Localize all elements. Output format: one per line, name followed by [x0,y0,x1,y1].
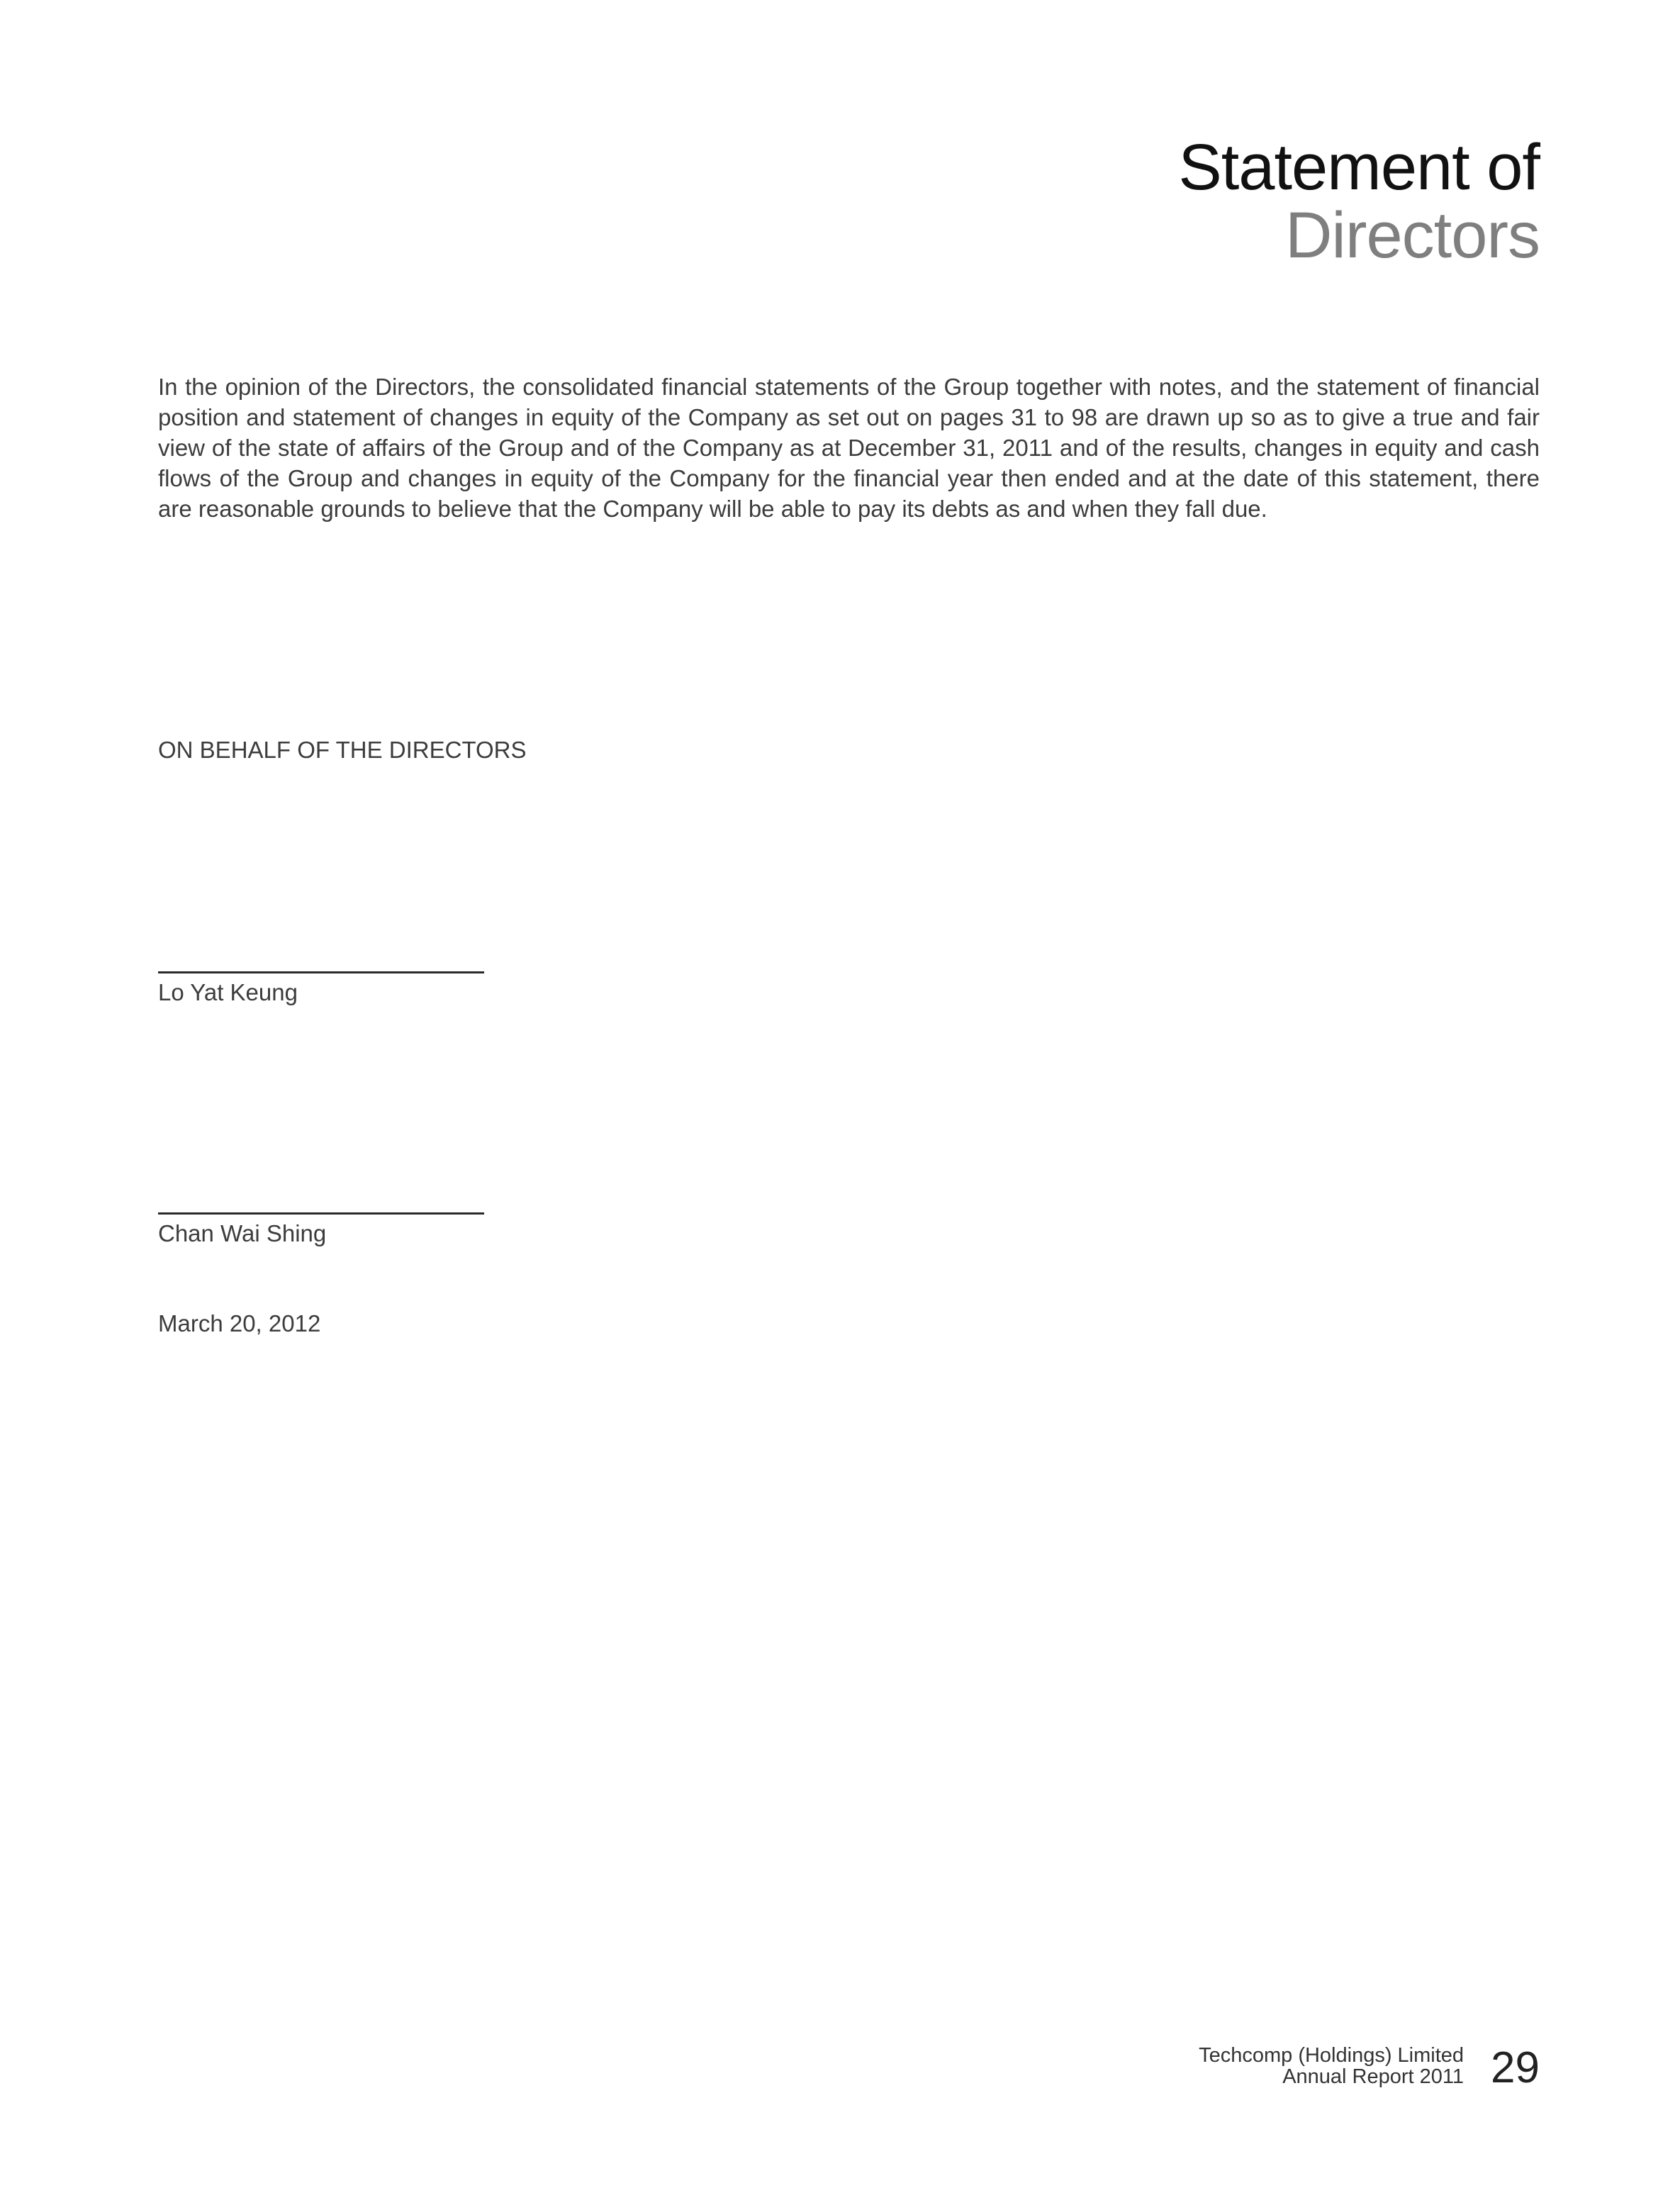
signatory-name-1: Lo Yat Keung [158,979,298,1005]
page-number: 29 [1491,2043,1540,2092]
page-footer [1199,2045,1540,2090]
footer-company-name: Techcomp (Holdings) Limited [1199,2044,1465,2067]
footer-report-name: Annual Report 2011 [1282,2065,1465,2088]
footer-company-block [1199,2045,1464,2090]
page-title-line-2: Directors [1284,199,1540,272]
signatory-name-2: Chan Wai Shing [158,1220,327,1246]
directors-opinion-paragraph: In the opinion of the Directors, the consolidated financial statements of the Group together with notes, and the statement of financial position and statement of changes in equity of the Company as set out on pages 31 to 98 are drawn up so as to give a true and fair view of the state of affairs of the Group and of the Company as at December 31, 2011 and of the results, changes in equity and cash flows of the Group and changes in equity of the Company for the financial year then ended and at the date of this statement, there are reasonable grounds to believe that the Company will be able to pay its debts as and when they fall due. [158,374,1540,522]
page-title-line-1: Statement of [1178,131,1540,203]
on-behalf-label: ON BEHALF OF THE DIRECTORS [158,737,527,763]
statement-date: March 20, 2012 [158,1310,321,1336]
signature-line-1 [158,971,484,973]
signature-line-2 [158,1212,484,1215]
page-title [1178,131,1540,272]
